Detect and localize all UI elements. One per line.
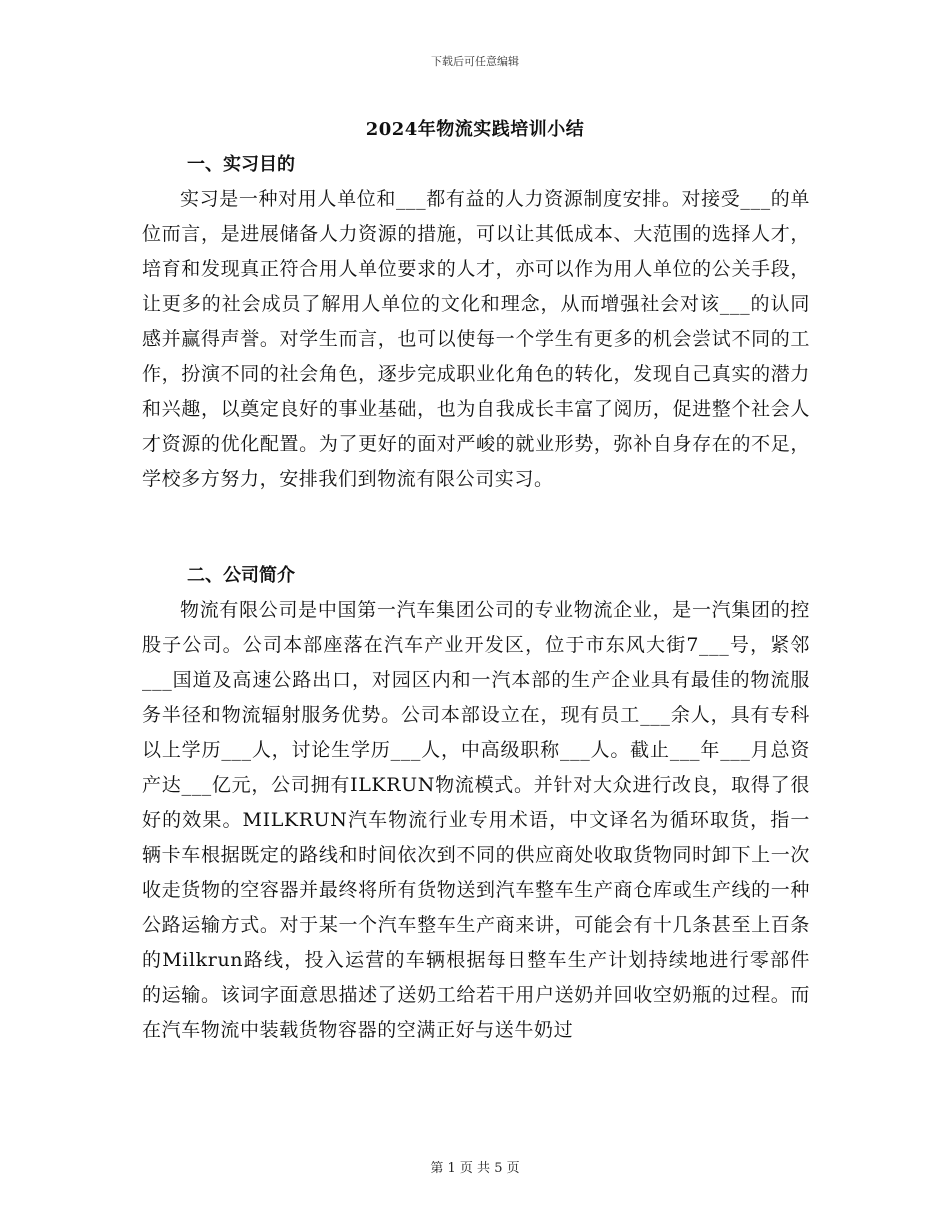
paragraph-purpose: 实习是一种对用人单位和___都有益的人力资源制度安排。对接受___的单位而言，是进展储备人力资源的措施，可以让其低成本、大范围的选择人才，培育和发现真正符合用人单位要求的人才，亦可以作为用人单位的公关手段，让更多的社会成员了解用人单位的文化和理念，从而增强社会对该___的认同感并赢得声誉。对学生而言，也可以使每一个学生有更多的机会尝试不同的工作，扮演不同的社会角色，逐步完成职业化角色的转化，发现自己真实的潜力和兴趣，以奠定良好的事业基础，也为自我成长丰富了阅历，促进整个社会人才资源的优化配置。为了更好的面对严峻的就业形势，弥补自身存在的不足，学校多方努力，安排我们到物流有限公司实习。 [142, 188, 810, 490]
section-heading-company: 二、公司简介 [187, 565, 295, 586]
section-heading-purpose: 一、实习目的 [187, 154, 295, 175]
document-title: 2024年物流实践培训小结 [365, 119, 585, 140]
header-note: 下载后可任意编辑 [431, 55, 519, 68]
page-number-footer: 第 1 页 共 5 页 [430, 1161, 520, 1176]
paragraph-company: 物流有限公司是中国第一汽车集团公司的专业物流企业，是一汽集团的控股子公司。公司本部座落在汽车产业开发区，位于市东风大街7___号，紧邻___国道及高速公路出口，对园区内和一汽本部的生产企业具有最佳的物流服务半径和物流辐射服务优势。公司本部设立在，现有员工___余人，具有专科以上学历___人，讨论生学历___人，中高级职称___人。截止___年___月总资产达___亿元，公司拥有ILKRUN物流模式。并针对大众进行改良，取得了很好的效果。MILKRUN汽车物流行业专用术语，中文译名为循环取货，指一辆卡车根据既定的路线和时间依次到不同的供应商处收取货物同时卸下上一次收走货物的空容器并最终将所有货物送到汽车整车生产商仓库或生产线的一种公路运输方式。对于某一个汽车整车生产商来讲，可能会有十几条甚至上百条的Milkrun路线，投入运营的车辆根据每日整车生产计划持续地进行零部件的运输。该词字面意思描述了送奶工给若干用户送奶并回收空奶瓶的过程。而在汽车物流中装载货物容器的空满正好与送牛奶过 [142, 599, 810, 1041]
